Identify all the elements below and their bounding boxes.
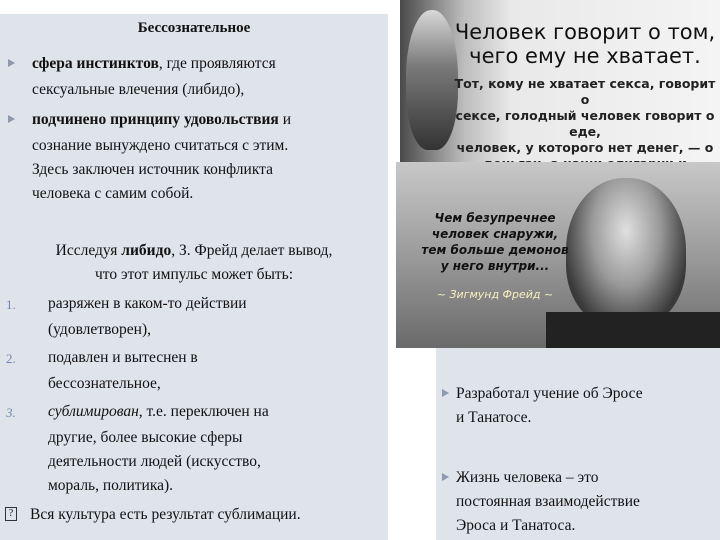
missing-glyph-icon: ? bbox=[5, 507, 17, 521]
quote-body: Тот, кому не хватает секса, говорит о сексе, голодный человек говорит о еде, человек, у которого нет денег, — о bbox=[454, 76, 716, 155]
right-bullet-2-line3: Эроса и Танатоса. bbox=[456, 517, 576, 534]
quote-heading: Человек говорит о том, чего ему не хватает. bbox=[454, 20, 716, 68]
list-number: 3. bbox=[6, 405, 16, 420]
list-item-3-line1: сублимирован, т.е. переключен на bbox=[48, 403, 269, 420]
freud-quote-image-bottom bbox=[396, 162, 720, 348]
right-bullet-2-line2: постоянная взаимодействие bbox=[456, 493, 640, 510]
list-item-2-line2: бессознательное, bbox=[48, 375, 161, 392]
bullet-marker bbox=[442, 389, 449, 397]
suit-shape bbox=[546, 312, 720, 352]
bullet-1-line1: сфера инстинктов, где проявляются bbox=[32, 55, 276, 72]
freud-portrait bbox=[566, 178, 686, 328]
list-item-1-line2: (удовлетворен), bbox=[48, 321, 151, 338]
list-item-2-line1: подавлен и вытеснен в bbox=[48, 349, 198, 366]
list-item-3-line3: деятельности людей (искусство, bbox=[48, 453, 261, 470]
list-number: 2. bbox=[6, 351, 16, 366]
right-bullet-1-line2: и Танатосе. bbox=[456, 409, 532, 426]
bullet-2-line4: человека с самим собой. bbox=[32, 185, 194, 202]
list-item-3-line4: мораль, политика). bbox=[48, 477, 174, 494]
quote-text: Чем безупречнее человек снаружи, тем больше демонов у него внутри... bbox=[421, 211, 569, 273]
slide-title: Бессознательное bbox=[137, 20, 251, 36]
list-number: 1. bbox=[6, 297, 16, 312]
right-bullet-2-line1: Жизнь человека – это bbox=[456, 469, 599, 486]
bullet-marker bbox=[8, 115, 15, 123]
bullet-2-line3: Здесь заключен источник конфликта bbox=[32, 161, 273, 178]
bullet-marker bbox=[8, 59, 15, 67]
bullet-2-line2: сознание вынуждено считаться с этим. bbox=[32, 137, 289, 154]
bullet-2-line1: подчинено принципу удовольствия и bbox=[32, 111, 291, 128]
quote-signature: ~ Зигмунд Фрейд ~ bbox=[436, 288, 554, 301]
intro-line2: что этот импульс может быть: bbox=[94, 266, 294, 283]
conclusion-line: Вся культура есть результат сублимации. bbox=[30, 506, 301, 523]
intro-line1: Исследуя либидо, З. Фрейд делает вывод, bbox=[55, 242, 333, 259]
list-item-3-line2: другие, более высокие сферы bbox=[48, 429, 243, 446]
bullet-1-line2: сексуальные влечения (либидо), bbox=[32, 81, 245, 98]
freud-quote-image-top bbox=[400, 0, 720, 162]
bullet-marker bbox=[442, 473, 449, 481]
right-bullet-1-line1: Разработал учение об Эросе bbox=[456, 385, 643, 402]
list-item-1-line1: разряжен в каком-то действии bbox=[48, 295, 247, 312]
